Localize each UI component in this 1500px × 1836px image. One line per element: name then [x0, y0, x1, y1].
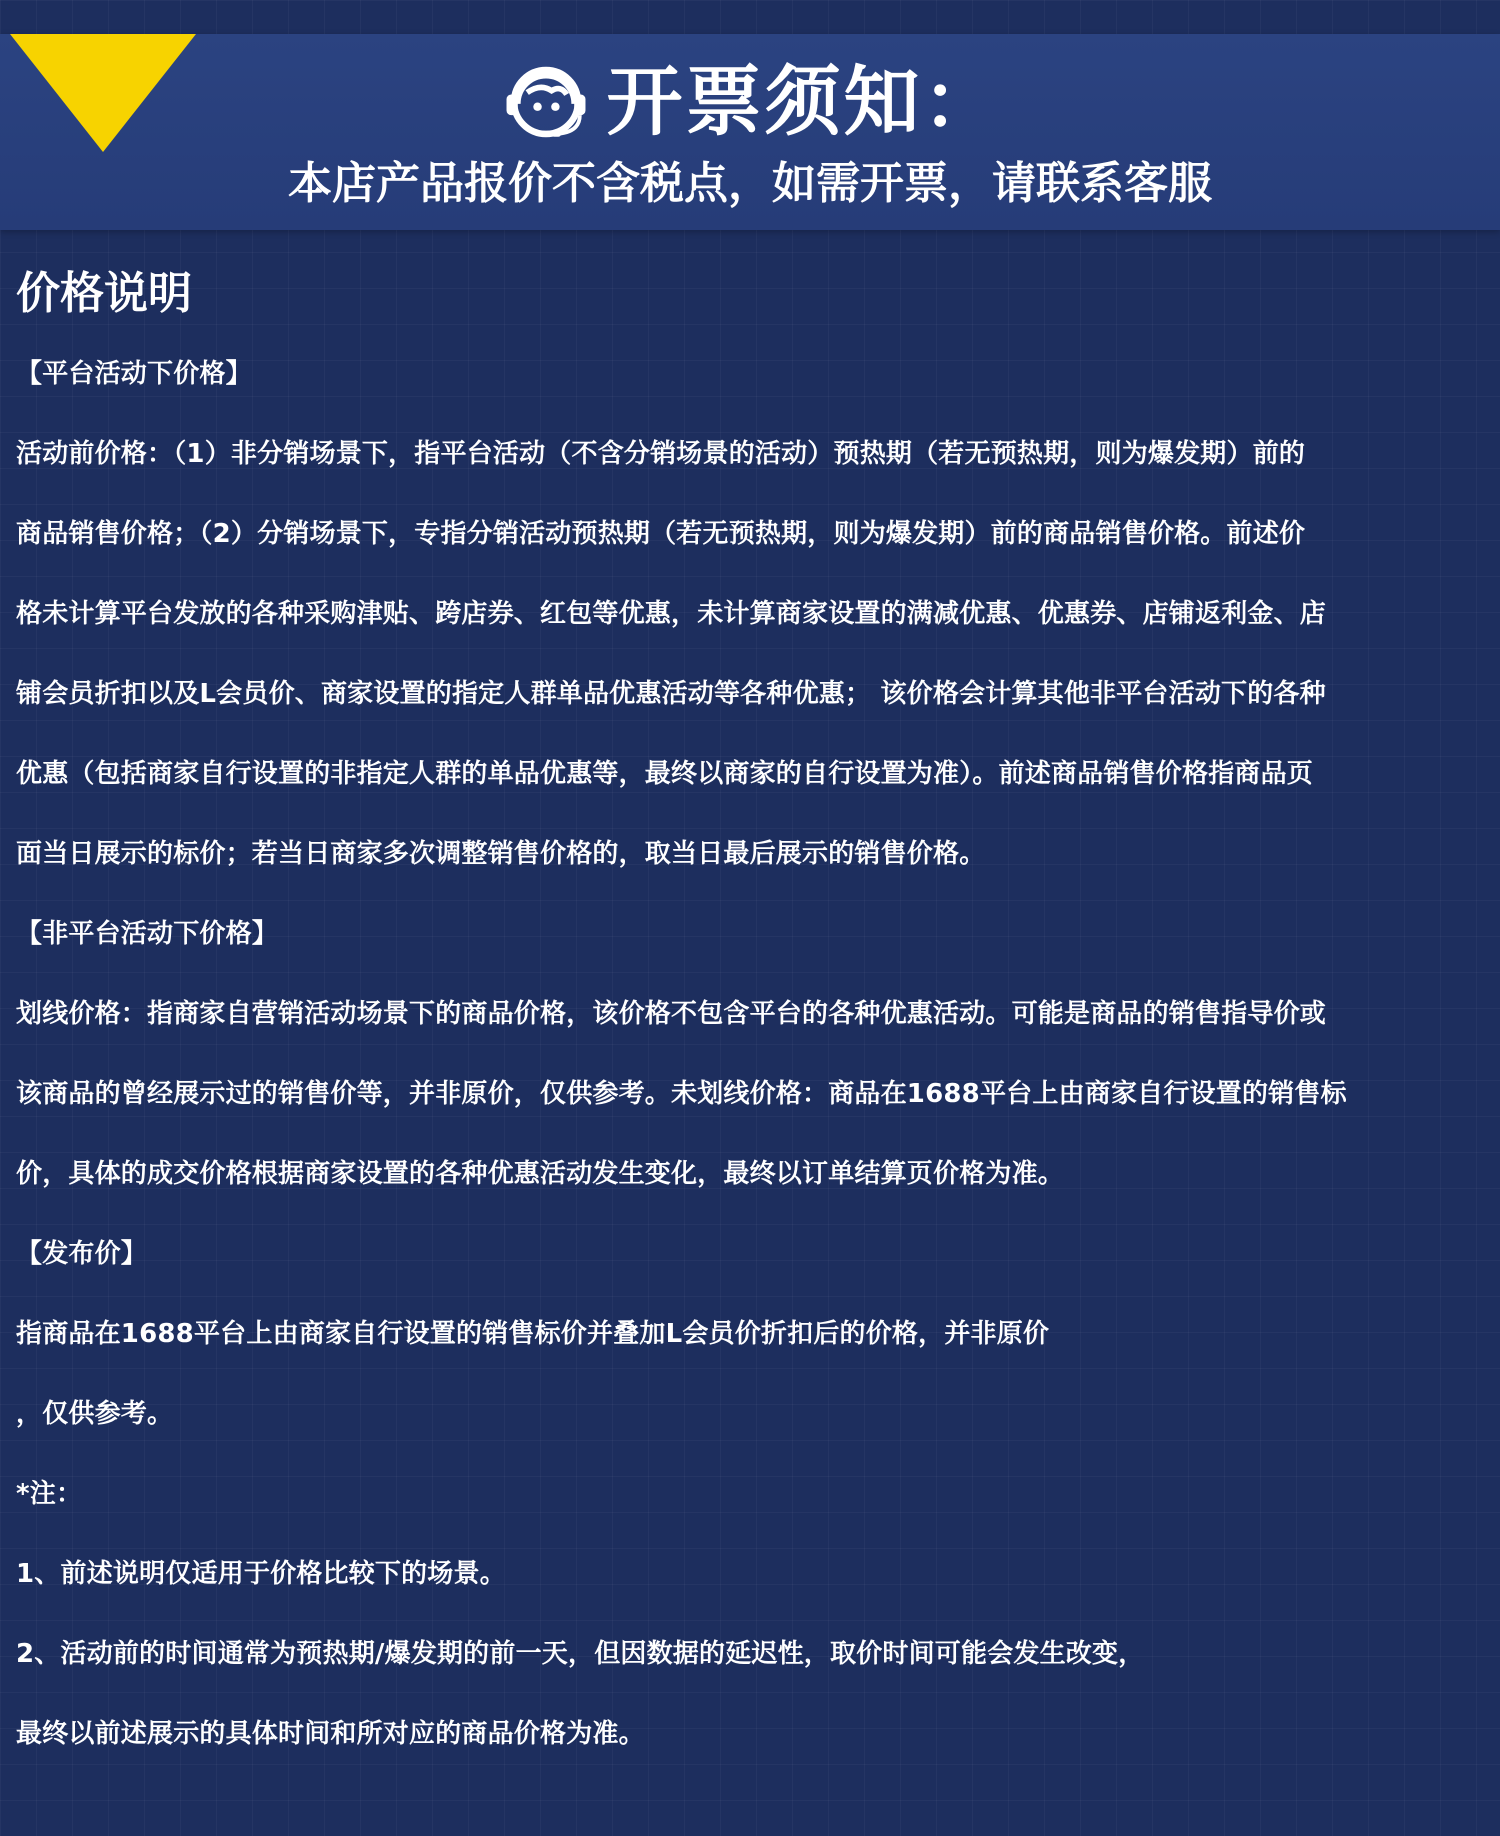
- customer-service-headset-icon: [499, 55, 593, 149]
- text-line: 【非平台活动下价格】: [16, 919, 279, 949]
- text-line: *注：: [16, 1479, 83, 1509]
- text-line: 商品销售价格；（2）分销场景下，专指分销活动预热期（若无预热期，则为爆发期）前的商品销售价格。前述价: [16, 519, 1306, 549]
- text-line: 1、前述说明仅适用于价格比较下的场景。: [16, 1559, 506, 1589]
- page-title: 开票须知：: [606, 57, 1002, 146]
- text-line: 格未计算平台发放的各种采购津贴、跨店券、红包等优惠，未计算商家设置的满减优惠、优惠券、店铺返利金、店: [16, 599, 1327, 629]
- text-line: 铺会员折扣以及L会员价、商家设置的指定人群单品优惠活动等各种优惠； 该价格会计算其他非平台活动下的各种: [16, 679, 1326, 709]
- text-line: 指商品在1688平台上由商家自行设置的销售标价并叠加L会员价折扣后的价格，并非原价: [16, 1319, 1050, 1349]
- header-banner: [0, 34, 1500, 230]
- text-line: 该商品的曾经展示过的销售价等，并非原价，仅供参考。未划线价格：商品在1688平台上由商家自行设置的销售标: [16, 1079, 1347, 1109]
- text-line: ，仅供参考。: [16, 1399, 174, 1429]
- title-row: [0, 52, 1500, 152]
- text-line: 优惠（包括商家自行设置的非指定人群的单品优惠等，最终以商家的自行设置为准）。前述商品销售价格指商品页: [16, 759, 1314, 789]
- text-line: 【平台活动下价格】: [16, 359, 252, 389]
- text-line: 面当日展示的标价；若当日商家多次调整销售价格的，取当日最后展示的销售价格。: [16, 839, 986, 869]
- section-heading: 价格说明: [16, 268, 192, 319]
- invoice-notice-subtitle: 本店产品报价不含税点，如需开票，请联系客服: [288, 158, 1212, 209]
- text-line: 最终以前述展示的具体时间和所对应的商品价格为准。: [16, 1719, 645, 1749]
- text-line: 价，具体的成交价格根据商家设置的各种优惠活动发生变化，最终以订单结算页价格为准。: [16, 1159, 1065, 1189]
- price-description-section: [16, 258, 1490, 1774]
- text-line: 2、活动前的时间通常为预热期/爆发期的前一天，但因数据的延迟性，取价时间可能会发生改变，: [16, 1639, 1145, 1669]
- text-line: 活动前价格：（1）非分销场景下，指平台活动（不含分销场景的活动）预热期（若无预热期，则为爆发期）前的: [16, 439, 1306, 469]
- text-line: 划线价格：指商家自营销活动场景下的商品价格，该价格不包含平台的各种优惠活动。可能是商品的销售指导价或: [16, 999, 1327, 1029]
- text-line: 【发布价】: [16, 1239, 148, 1269]
